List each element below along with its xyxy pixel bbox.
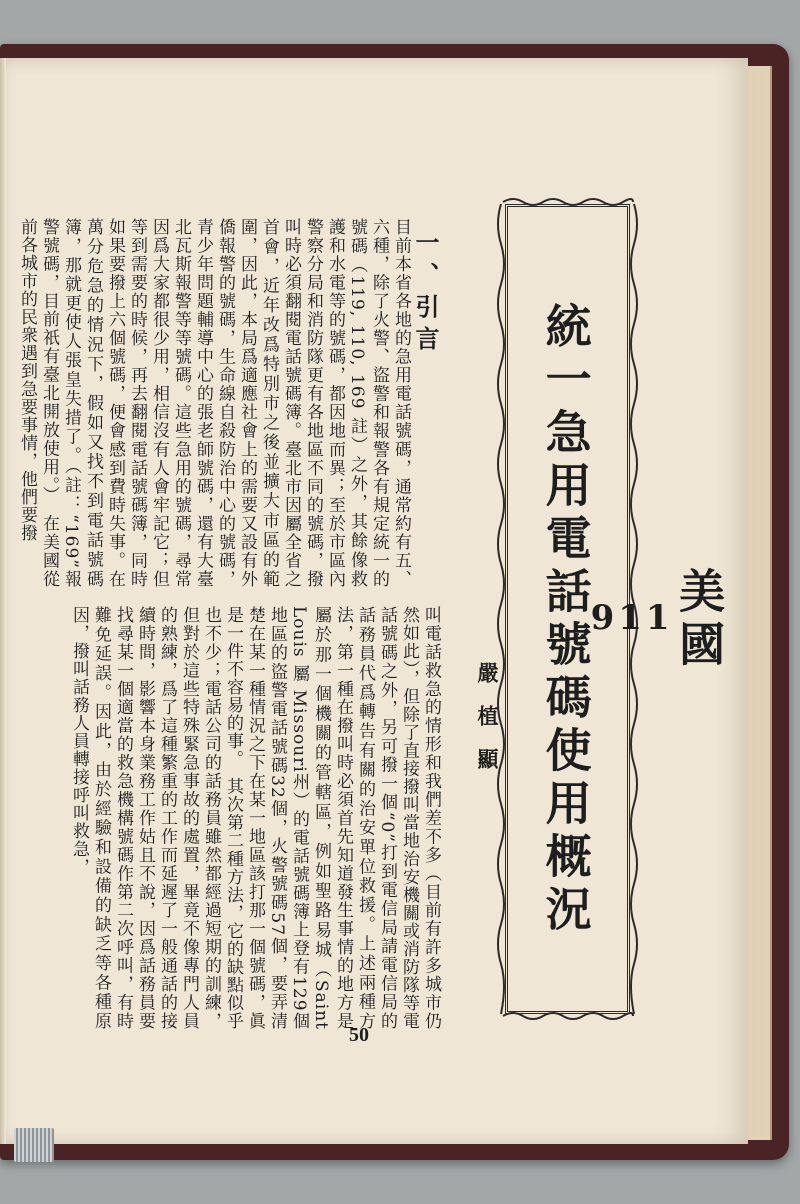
page-edges — [748, 66, 772, 1140]
page-number: 50 — [349, 1024, 369, 1046]
section-heading: 一、引言 — [411, 230, 440, 358]
author-name: 嚴植顯 — [475, 662, 500, 791]
page-gutter — [0, 58, 6, 1144]
body-text-column-2: 叫電話救急的情形和我們差不多（目前有許多城市仍然如此），但除了直接撥叫當地治安機關或消防隊等電話號碼之外，另可撥一個“0”打到電信局請電信局的話務員代爲轉告有關的治安單位救援。上述兩種方法，第一種在撥叫時必須首先知道發生事情的地方是屬於那一個機關的管轄區，例如聖路易城（Saint Louis 屬 Missouri州）的電話號碼簿上登有129個地區的盜警電話號碼32個，火警號碼57個，要弄清楚在某一種情況之下在某一地區該打那一個號碼，眞是一件不容易的事。 其次第二種方法，它的缺點似乎也不少；電話公司的話務員雖然都經過短期的訓練，但對於這些特殊緊急事故的處置，畢竟不像專門人員的熟練，爲了這種繁重的工作而延遲了一般通話的接續時間，影響本身業務工作姑且不說，因爲話務員要找尋某一個適當的救急機構號碼作第二次呼叫，有時難免延誤。因此，由於經驗和設備的缺乏等各種原因，撥叫話務人員轉接呼叫救急， — [69, 606, 441, 1030]
title-number: 911 — [590, 598, 674, 639]
title-line-2: 統一急用電話號碼使用概況 — [538, 302, 593, 938]
article-title — [538, 270, 727, 970]
body-text-column-1: 目前本省各地的急用電話號碼，通常約有五、六種，除了火警、盜警和報警各有規定統一的號碼（119, 110, 169 註）之外，其餘像救護和水電等的號碼，都因地而異；至於市區內警察分局和消防隊更有各地區不同的號碼，撥叫時必須翻閱電話號碼簿。臺北市因屬全省之首會，近年改爲特別市之後並擴大市區的範圍，因此，本局爲適應社會上的需要又設有外僑報警的號碼，生命線自殺防治中心的號碼，青少年問題輔導中心的張老師號碼，還有大臺北瓦斯報警等等號碼。這些急用的號碼，尋常因爲大家都很少用，相信沒有人會牢記它；但等到需要的時候，再去翻閱電話號碼簿，同時如果要撥上六個號碼，便會感到費時失事。在萬分危急的情況下，假如又找不到電話號碼簿，那就更使人張皇失措了。（註：“169”報警號碼，目前祇有臺北開放使用。） 在美國從前各城市的民衆遇到急要事情，他們要撥 — [17, 218, 411, 588]
binding-thread — [14, 1128, 54, 1162]
title-line-1: 美國 — [672, 567, 727, 673]
